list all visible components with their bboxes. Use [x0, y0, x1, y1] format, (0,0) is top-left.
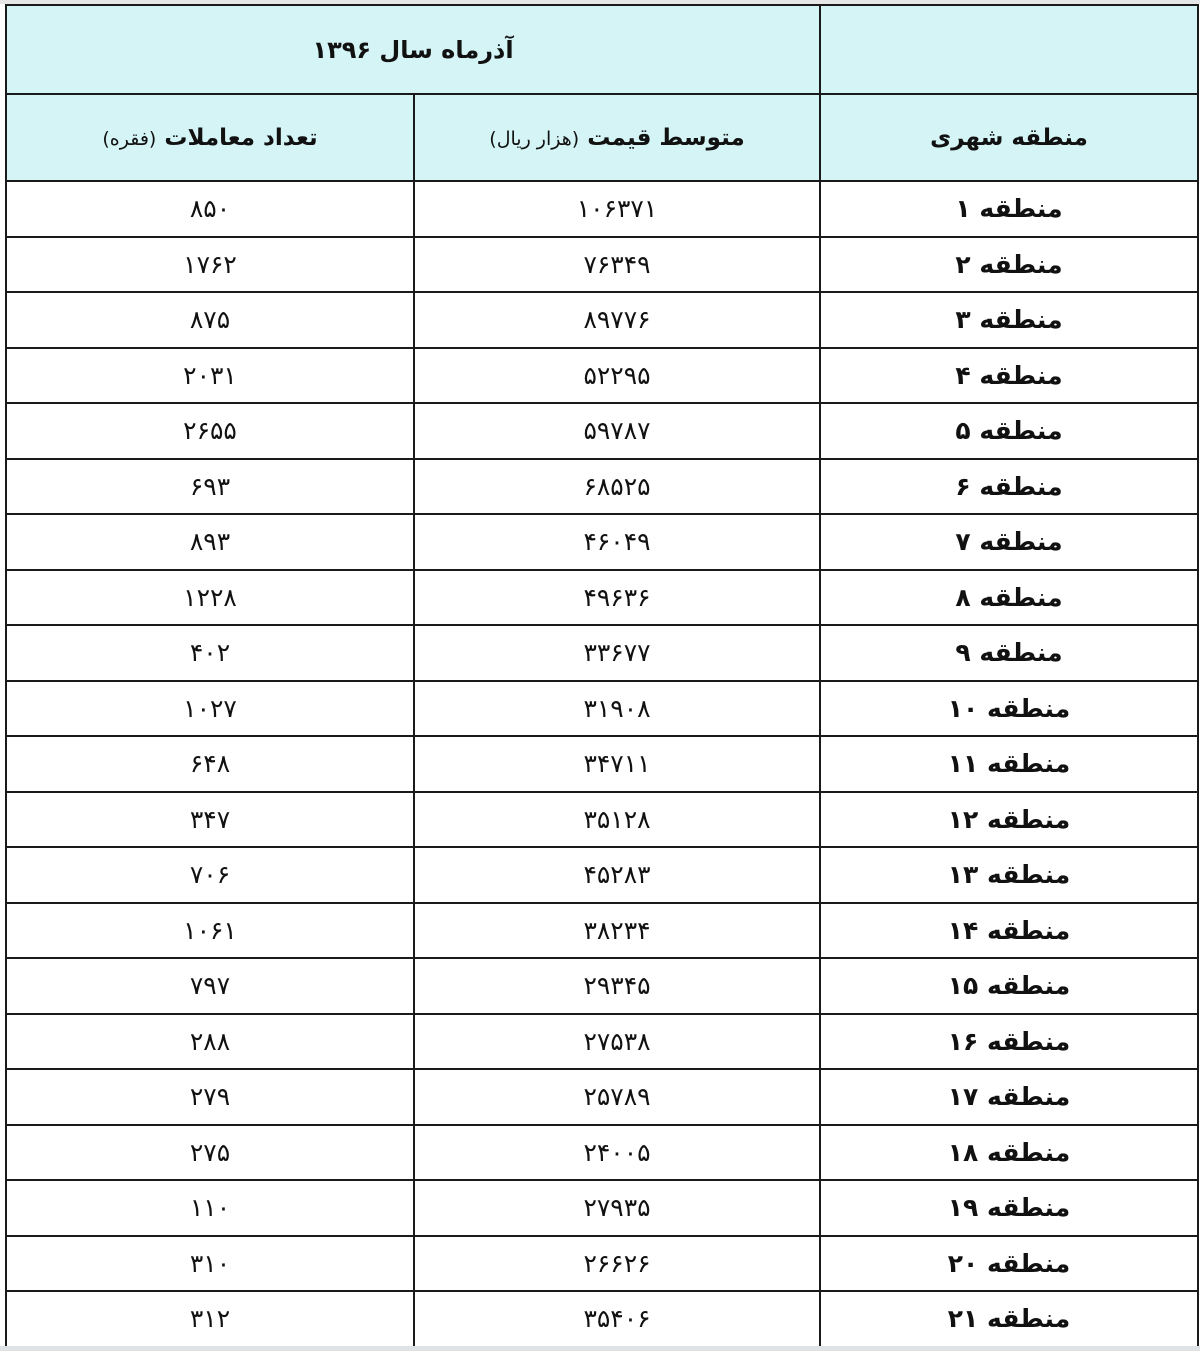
- count-cell: ۸۷۵: [6, 292, 414, 348]
- region-cell: منطقه ۱۹: [820, 1180, 1198, 1236]
- price-cell: ۴۶۰۴۹: [414, 514, 820, 570]
- region-cell: منطقه ۱۳: [820, 847, 1198, 903]
- count-header-unit: (فقره): [102, 127, 157, 150]
- table-row: [6, 847, 1198, 903]
- price-header-unit: (هزار ریال): [489, 127, 580, 150]
- header-row-columns: [6, 94, 1198, 181]
- region-cell: منطقه ۱۲: [820, 792, 1198, 848]
- price-cell: ۶۸۵۲۵: [414, 459, 820, 515]
- price-cell: ۲۹۳۴۵: [414, 958, 820, 1014]
- table-row: [6, 514, 1198, 570]
- count-cell: ۱۱۰: [6, 1180, 414, 1236]
- count-cell: ۲۷۵: [6, 1125, 414, 1181]
- price-cell: ۲۵۷۸۹: [414, 1069, 820, 1125]
- price-cell: ۴۵۲۸۳: [414, 847, 820, 903]
- price-cell: ۷۶۳۴۹: [414, 237, 820, 293]
- region-cell: منطقه ۲۱: [820, 1291, 1198, 1347]
- count-cell: ۸۵۰: [6, 181, 414, 237]
- table-body: [6, 181, 1198, 1347]
- region-cell: منطقه ۹: [820, 625, 1198, 681]
- price-cell: ۳۴۷۱۱: [414, 736, 820, 792]
- bottom-divider: [0, 1346, 1200, 1351]
- table-row: [6, 958, 1198, 1014]
- region-cell: منطقه ۱: [820, 181, 1198, 237]
- price-cell: ۳۵۴۰۶: [414, 1291, 820, 1347]
- price-cell: ۵۲۲۹۵: [414, 348, 820, 404]
- price-cell: ۸۹۷۷۶: [414, 292, 820, 348]
- price-cell: ۳۵۱۲۸: [414, 792, 820, 848]
- region-cell: منطقه ۲۰: [820, 1236, 1198, 1292]
- table-row: [6, 681, 1198, 737]
- region-cell: منطقه ۳: [820, 292, 1198, 348]
- table-row: [6, 403, 1198, 459]
- count-cell: ۱۰۲۷: [6, 681, 414, 737]
- count-cell: ۷۹۷: [6, 958, 414, 1014]
- price-cell: ۵۹۷۸۷: [414, 403, 820, 459]
- housing-price-table: [5, 4, 1199, 1348]
- table-row: [6, 1014, 1198, 1070]
- count-cell: ۳۴۷: [6, 792, 414, 848]
- count-cell: ۱۷۶۲: [6, 237, 414, 293]
- region-cell: منطقه ۶: [820, 459, 1198, 515]
- price-cell: ۲۷۹۳۵: [414, 1180, 820, 1236]
- period-header: آذرماه سال ۱۳۹۶: [6, 5, 820, 94]
- table-row: [6, 736, 1198, 792]
- count-cell: ۴۰۲: [6, 625, 414, 681]
- table-row: [6, 903, 1198, 959]
- table-row: [6, 292, 1198, 348]
- table-row: [6, 570, 1198, 626]
- region-cell: منطقه ۲: [820, 237, 1198, 293]
- count-cell: ۲۰۳۱: [6, 348, 414, 404]
- table-row: [6, 181, 1198, 237]
- count-cell: ۱۲۲۸: [6, 570, 414, 626]
- table-row: [6, 1236, 1198, 1292]
- table-row: [6, 237, 1198, 293]
- price-cell: ۳۸۲۳۴: [414, 903, 820, 959]
- price-cell: ۲۶۶۲۶: [414, 1236, 820, 1292]
- table-row: [6, 1180, 1198, 1236]
- price-cell: ۱۰۶۳۷۱: [414, 181, 820, 237]
- price-cell: ۲۷۵۳۸: [414, 1014, 820, 1070]
- table-row: [6, 1291, 1198, 1347]
- count-header-label: تعداد معاملات: [164, 124, 318, 151]
- header-empty-cell: [820, 5, 1198, 94]
- region-cell: منطقه ۱۵: [820, 958, 1198, 1014]
- column-header-count: [6, 94, 414, 181]
- price-header-label: متوسط قیمت: [587, 124, 745, 151]
- region-cell: منطقه ۴: [820, 348, 1198, 404]
- table-row: [6, 348, 1198, 404]
- count-cell: ۱۰۶۱: [6, 903, 414, 959]
- count-cell: ۲۸۸: [6, 1014, 414, 1070]
- table-row: [6, 625, 1198, 681]
- count-cell: ۷۰۶: [6, 847, 414, 903]
- table-row: [6, 1125, 1198, 1181]
- table-row: [6, 459, 1198, 515]
- region-cell: منطقه ۸: [820, 570, 1198, 626]
- header-row-group: [6, 5, 1198, 94]
- region-cell: منطقه ۱۶: [820, 1014, 1198, 1070]
- region-cell: منطقه ۱۸: [820, 1125, 1198, 1181]
- column-header-price: [414, 94, 820, 181]
- count-cell: ۲۶۵۵: [6, 403, 414, 459]
- table-row: [6, 792, 1198, 848]
- count-cell: ۸۹۳: [6, 514, 414, 570]
- count-cell: ۳۱۲: [6, 1291, 414, 1347]
- price-cell: ۳۳۶۷۷: [414, 625, 820, 681]
- count-cell: ۳۱۰: [6, 1236, 414, 1292]
- region-cell: منطقه ۱۰: [820, 681, 1198, 737]
- region-cell: منطقه ۱۴: [820, 903, 1198, 959]
- price-cell: ۳۱۹۰۸: [414, 681, 820, 737]
- region-cell: منطقه ۱۷: [820, 1069, 1198, 1125]
- table-row: [6, 1069, 1198, 1125]
- region-cell: منطقه ۱۱: [820, 736, 1198, 792]
- price-cell: ۲۴۰۰۵: [414, 1125, 820, 1181]
- count-cell: ۶۴۸: [6, 736, 414, 792]
- count-cell: ۶۹۳: [6, 459, 414, 515]
- column-header-region: منطقه شهری: [820, 94, 1198, 181]
- count-cell: ۲۷۹: [6, 1069, 414, 1125]
- price-cell: ۴۹۶۳۶: [414, 570, 820, 626]
- region-cell: منطقه ۷: [820, 514, 1198, 570]
- region-cell: منطقه ۵: [820, 403, 1198, 459]
